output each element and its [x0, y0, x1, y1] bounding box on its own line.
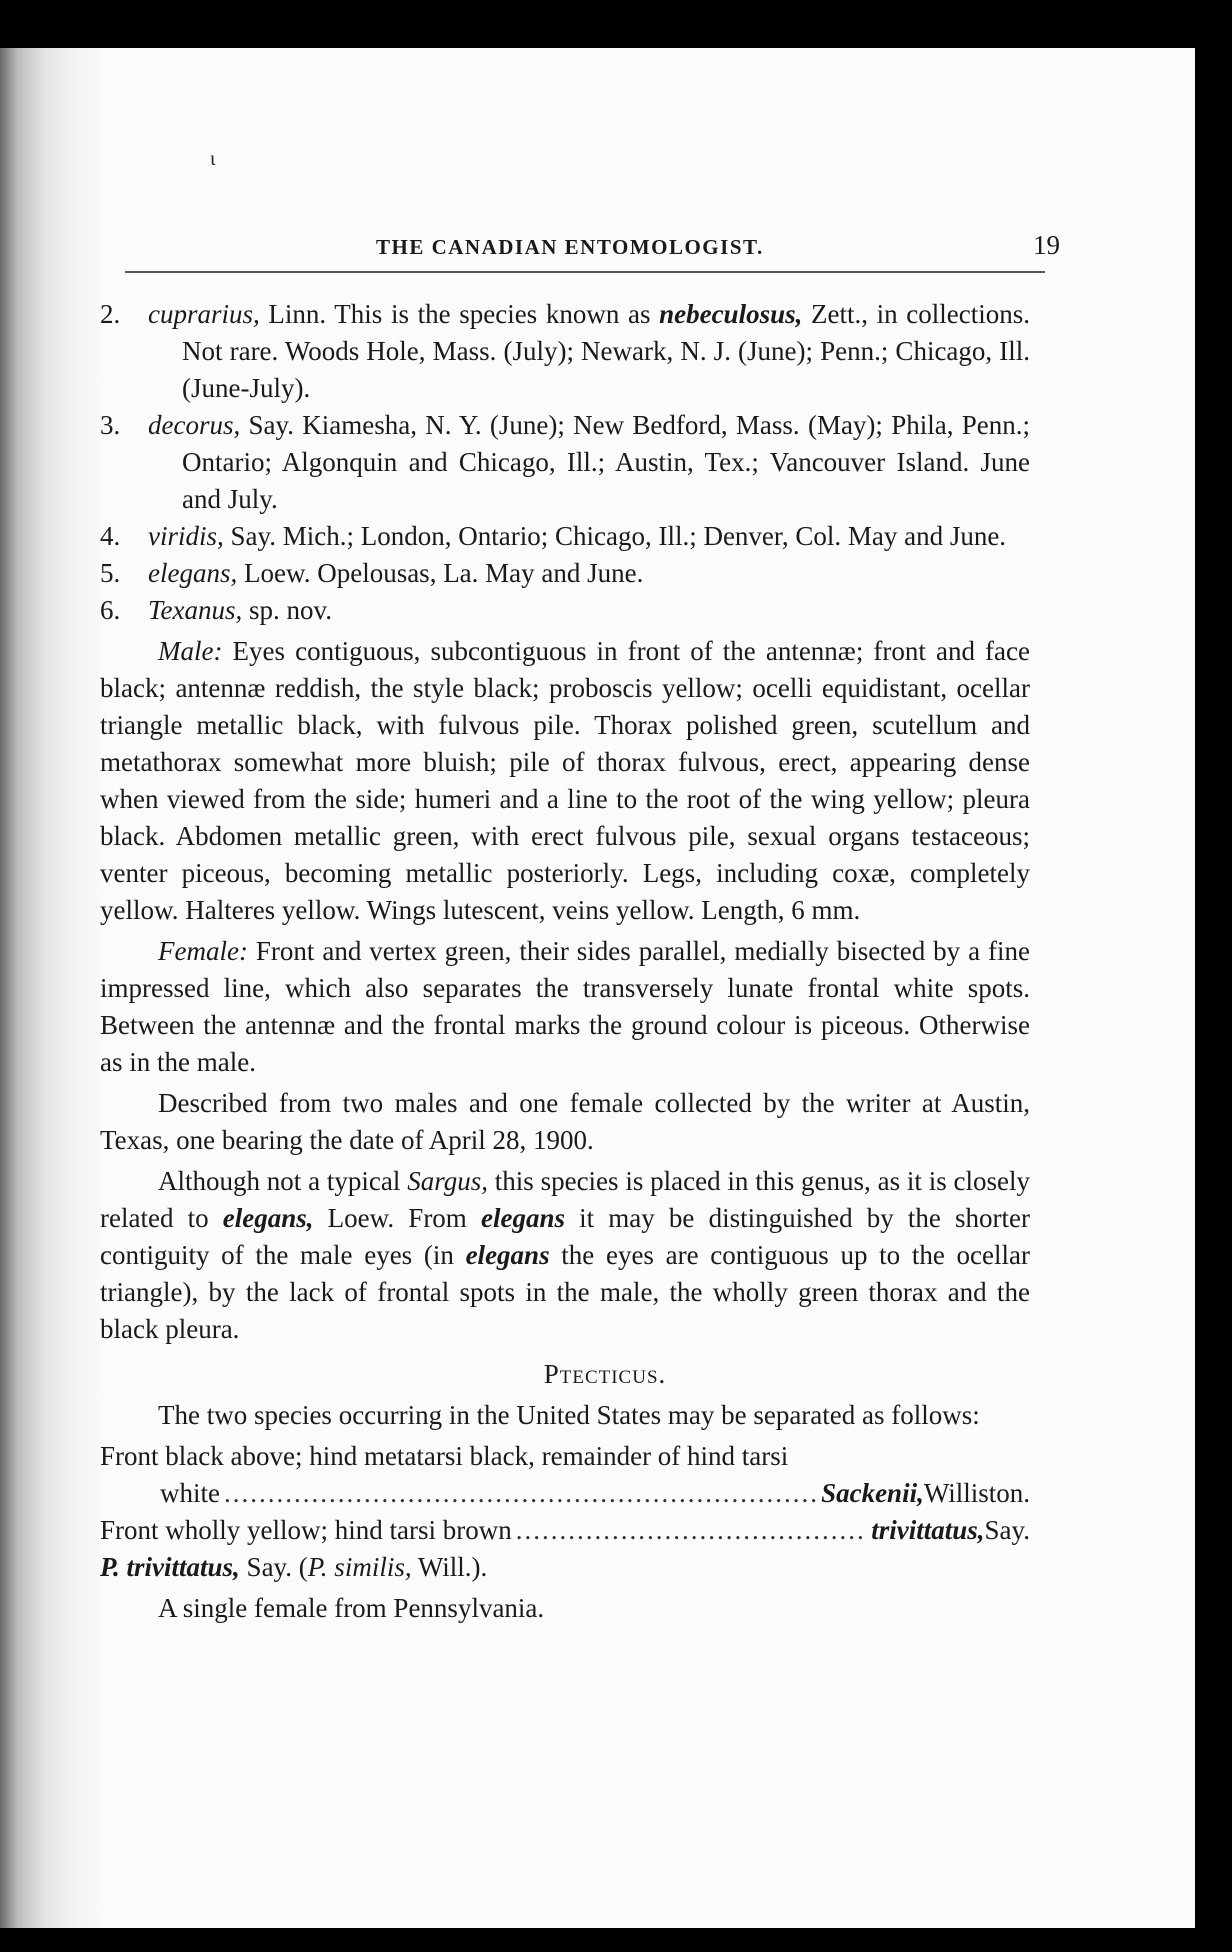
author-text: Will.).: [411, 1552, 488, 1582]
key-text: white: [160, 1478, 220, 1508]
entry-number: 4.: [100, 521, 121, 551]
described-paragraph: Described from two males and one female collected by the writer at Austin, Texas, one bearing the date of April 28, 1900.: [100, 1088, 1030, 1155]
synonym-name: P. similis,: [307, 1552, 412, 1582]
species-name: Texanus,: [148, 595, 243, 625]
key-line-2: [100, 1512, 1030, 1549]
ink-speck: ι: [210, 148, 216, 170]
genus-name: Sargus,: [407, 1166, 488, 1196]
entry-number: 2.: [100, 299, 121, 329]
dot-leader: [516, 1512, 867, 1549]
species-name: trivittatus,: [871, 1515, 985, 1545]
final-paragraph: A single female from Pennsylvania.: [158, 1593, 545, 1623]
remarks-text: it may be distinguished by the shorter contiguity of the male eyes (in: [100, 1203, 1030, 1270]
species-line: [100, 1549, 1030, 1586]
header-rule: [125, 271, 1045, 273]
species-name: cuprarius,: [148, 299, 260, 329]
book-page: [0, 48, 1195, 1928]
remarks-text: Although not a typical: [158, 1166, 408, 1196]
author-name: Say.: [984, 1515, 1030, 1545]
species-name: elegans,: [148, 558, 238, 588]
key-intro: The two species occurring in the United States may be separated as follows:: [158, 1400, 980, 1430]
running-header: [370, 230, 1060, 261]
entry-number: 5.: [100, 558, 121, 588]
page-body: [100, 296, 1030, 1627]
entry-number: 3.: [100, 410, 121, 440]
page-gutter-shadow: [0, 48, 110, 1928]
sex-label: Male:: [158, 636, 223, 666]
species-name: decorus,: [148, 410, 241, 440]
remarks-text: this species is placed in this genus, as it is closely related to: [100, 1166, 1030, 1233]
species-entry: [100, 592, 1030, 629]
species-name: viridis,: [148, 521, 224, 551]
species-name: Sackenii,: [821, 1478, 924, 1508]
author-text: Say. (: [239, 1552, 308, 1582]
species-entry: [100, 555, 1030, 592]
species-name: elegans: [465, 1240, 550, 1270]
running-title: THE CANADIAN ENTOMOLOGIST.: [376, 235, 764, 259]
entry-text: Zett., in collections. Not rare. Woods Hole, Mass. (July); Newark, N. J. (June); Penn.; Chicago, Ill. (June-July).: [182, 299, 1030, 403]
species-entry: [100, 407, 1030, 518]
species-name: elegans,: [222, 1203, 314, 1233]
entry-text: Say. Mich.; London, Ontario; Chicago, Ill.; Denver, Col. May and June.: [223, 521, 1007, 551]
remarks-text: Loew. From: [313, 1203, 481, 1233]
synonym-name: nebeculosus,: [659, 299, 803, 329]
entry-text: Linn. This is the species known as: [259, 299, 660, 329]
entry-text: Loew. Opelousas, La. May and June.: [237, 558, 644, 588]
remarks-paragraph: [100, 1163, 1030, 1348]
species-name: elegans: [480, 1203, 565, 1233]
entry-text: sp. nov.: [242, 595, 333, 625]
remarks-text: the eyes are contiguous up to the ocellar triangle), by the lack of frontal spots in the male, the wholly green thorax and the black pleura.: [100, 1240, 1030, 1344]
author-name: Williston.: [923, 1478, 1030, 1508]
species-entry: [100, 518, 1030, 555]
genus-heading: Ptecticus.: [543, 1359, 667, 1389]
entry-text: Say. Kiamesha, N. Y. (June); New Bedford, Mass. (May); Phila, Penn.; Ontario; Algonquin and Chicago, Ill.; Austin, Tex.; Vancouver Island. June and July.: [182, 410, 1030, 514]
species-name: P. trivittatus,: [100, 1552, 240, 1582]
entry-number: 6.: [100, 595, 121, 625]
species-entry: [100, 296, 1030, 407]
description-text: Eyes contiguous, subcontiguous in front of the antennæ; front and face black; antennæ reddish, the style black; proboscis yellow; ocelli equidistant, ocellar triangle metallic black, with fulvous pile. Thorax polished green, scutellum and metathorax somewhat more bluish; pile of thorax fulvous, erect, appearing dense when viewed from the side; humeri and a line to the root of the wing yellow; pleura black. Abdomen metallic green, with erect fulvous pile, sexual organs testaceous; venter piceous, becoming metallic posteriorly. Legs, including coxæ, completely yellow. Halteres yellow. Wings lutescent, veins yellow. Length, 6 mm.: [100, 636, 1030, 925]
sex-label: Female:: [158, 936, 248, 966]
female-description: [100, 933, 1030, 1081]
key-text: Front wholly yellow; hind tarsi brown: [100, 1515, 512, 1545]
dot-leader: [224, 1475, 817, 1512]
page-number: 19: [1033, 230, 1060, 260]
male-description: [100, 633, 1030, 929]
key-line-1: Front black above; hind metatarsi black, remainder of hind tarsi: [100, 1441, 789, 1471]
key-line-1-continuation: [100, 1475, 1030, 1512]
description-text: Front and vertex green, their sides parallel, medially bisected by a fine impressed line, which also separates the transversely lunate frontal white spots. Between the antennæ and the frontal marks the ground colour is piceous. Otherwise as in the male.: [100, 936, 1030, 1077]
identification-key: [100, 1438, 1030, 1549]
